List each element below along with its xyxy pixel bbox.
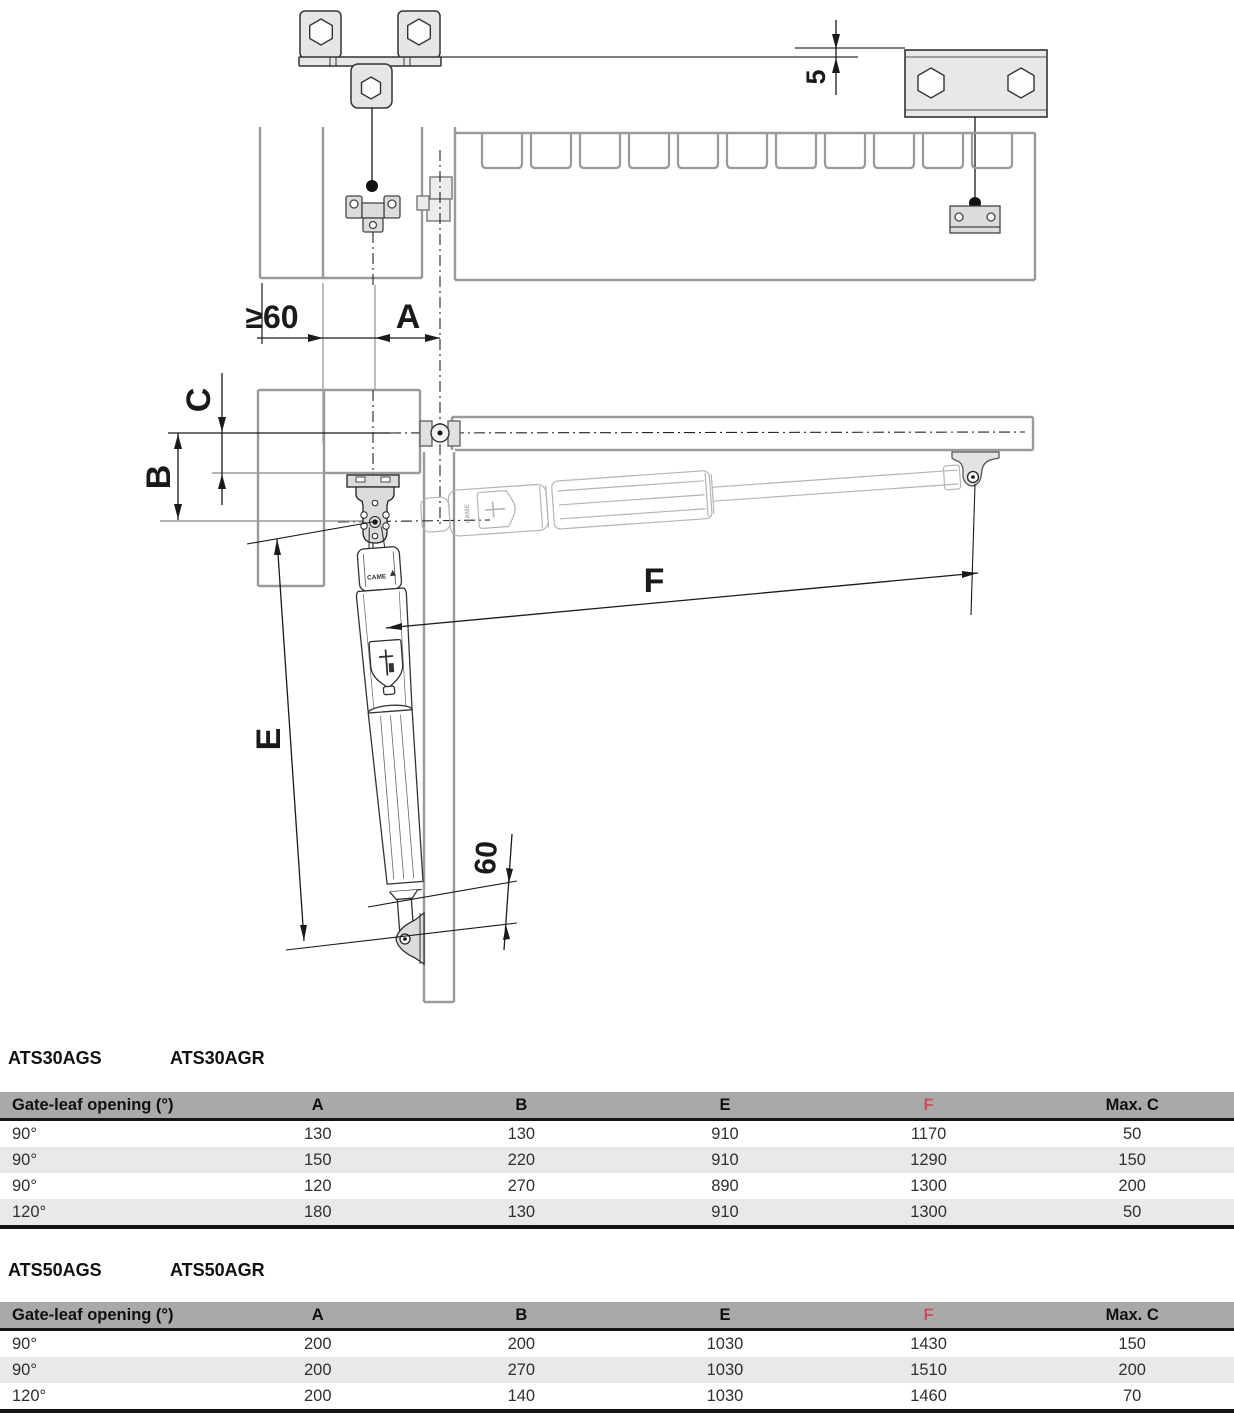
table-row	[0, 1357, 1234, 1383]
table-cell: 910	[711, 1203, 739, 1221]
post-bracket-plan	[346, 196, 400, 232]
table-cell: 90°	[12, 1151, 37, 1169]
hinge-icon	[420, 421, 460, 446]
table-cell: 910	[711, 1125, 739, 1143]
table-cell: 180	[303, 1203, 332, 1221]
table-cell: 200	[303, 1361, 332, 1379]
table-cell: 1170	[910, 1125, 947, 1143]
table-cell: 90°	[12, 1177, 37, 1195]
dim-label-f: F	[643, 562, 665, 600]
table-cell: 910	[711, 1151, 739, 1169]
table-cell: 200	[1118, 1361, 1146, 1379]
dim-min-clearance-and-a	[245, 283, 440, 443]
brand-text: CAME	[366, 573, 387, 582]
table-cell: 130	[507, 1203, 536, 1221]
table-cell: 130	[303, 1125, 332, 1143]
model-name: ATS50AGR	[170, 1260, 265, 1280]
table-header-row	[0, 1302, 1234, 1331]
table-cell: 200	[1118, 1177, 1146, 1195]
column-header: F	[923, 1096, 934, 1114]
hex-bolt-icon	[1008, 68, 1034, 98]
model-heading-ats50	[0, 1260, 1234, 1280]
table-cell: 90°	[12, 1361, 37, 1379]
model-name: ATS30AGR	[170, 1048, 265, 1068]
table-row	[0, 1331, 1234, 1357]
table-cell: 270	[507, 1361, 536, 1379]
dim-f	[386, 484, 978, 630]
table-cell: 50	[1123, 1203, 1142, 1221]
table-cell: 90°	[12, 1335, 37, 1353]
spec-table-ats50	[0, 1302, 1234, 1413]
actuator-open	[351, 525, 431, 933]
dim-label-b: B	[139, 464, 178, 490]
gate-pickets	[482, 133, 1012, 168]
dim-label-min-clearance: ≥60	[245, 299, 299, 335]
dim-label-c: C	[179, 387, 218, 413]
callout-dot	[366, 180, 378, 192]
table-cell: 200	[507, 1335, 536, 1353]
gate-bracket-plate	[905, 50, 1047, 117]
table-row	[0, 1199, 1234, 1225]
table-cell: 120°	[12, 1387, 47, 1405]
dim-e	[247, 521, 378, 941]
table-row	[0, 1383, 1234, 1409]
table-row	[0, 1173, 1234, 1199]
column-header: Gate-leaf opening (°)	[12, 1306, 174, 1324]
table-header-row	[0, 1092, 1234, 1121]
spec-table-ats30	[0, 1092, 1234, 1229]
table-cell: 1030	[706, 1387, 744, 1405]
dim-label-60: 60	[468, 840, 505, 876]
column-header: Max. C	[1105, 1096, 1159, 1114]
column-header: A	[311, 1096, 324, 1114]
table-cell: 220	[507, 1151, 536, 1169]
table-row	[0, 1147, 1234, 1173]
table-cell: 140	[507, 1387, 536, 1405]
table-cell: 150	[1118, 1335, 1146, 1353]
table-cell: 200	[303, 1335, 332, 1353]
table-cell: 1460	[910, 1387, 947, 1405]
model-name: ATS50AGS	[8, 1260, 102, 1280]
model-name: ATS30AGS	[8, 1048, 102, 1068]
column-header: Gate-leaf opening (°)	[12, 1096, 174, 1114]
gate-bracket-plan	[950, 206, 1000, 233]
brand-text-ghost: CAME	[463, 503, 473, 524]
dim-label-e: E	[249, 727, 288, 751]
dim-label-a: A	[395, 298, 421, 336]
table-cell: 1300	[910, 1177, 947, 1195]
table-cell: 1510	[910, 1361, 947, 1379]
table-cell: 1430	[910, 1335, 947, 1353]
dim-b	[140, 433, 182, 520]
column-header: A	[311, 1306, 324, 1324]
column-header: E	[719, 1306, 731, 1324]
table-cell: 1300	[910, 1203, 947, 1221]
table-cell: 1290	[910, 1151, 947, 1169]
table-cell: 890	[711, 1177, 739, 1195]
table-cell: 50	[1123, 1125, 1142, 1143]
model-heading-ats30	[0, 1048, 1234, 1068]
plan-view-detail-leaf-closed	[452, 417, 1033, 450]
table-cell: 70	[1123, 1387, 1142, 1405]
column-header: B	[515, 1096, 528, 1114]
hex-bolt-icon	[918, 68, 944, 98]
table-cell: 1030	[706, 1361, 744, 1379]
table-cell: 120	[303, 1177, 332, 1195]
dim-label-5: 5	[801, 69, 832, 85]
table-cell: 1030	[706, 1335, 744, 1353]
table-cell: 150	[303, 1151, 332, 1169]
table-row	[0, 1121, 1234, 1147]
column-header: Max. C	[1105, 1306, 1159, 1324]
pillar-bracket	[347, 475, 399, 543]
table-cell: 150	[1118, 1151, 1146, 1169]
dim-c	[180, 373, 226, 505]
table-cell: 90°	[12, 1125, 37, 1143]
table-cell: 130	[507, 1125, 536, 1143]
column-header: B	[515, 1306, 528, 1324]
column-header: F	[923, 1306, 934, 1324]
column-header: E	[719, 1096, 731, 1114]
table-cell: 200	[303, 1387, 332, 1405]
actuator-closed-ghost	[420, 453, 962, 539]
table-cell: 270	[507, 1177, 536, 1195]
table-cell: 120°	[12, 1203, 47, 1221]
plan-view-detail-leaf-open	[424, 452, 454, 1002]
